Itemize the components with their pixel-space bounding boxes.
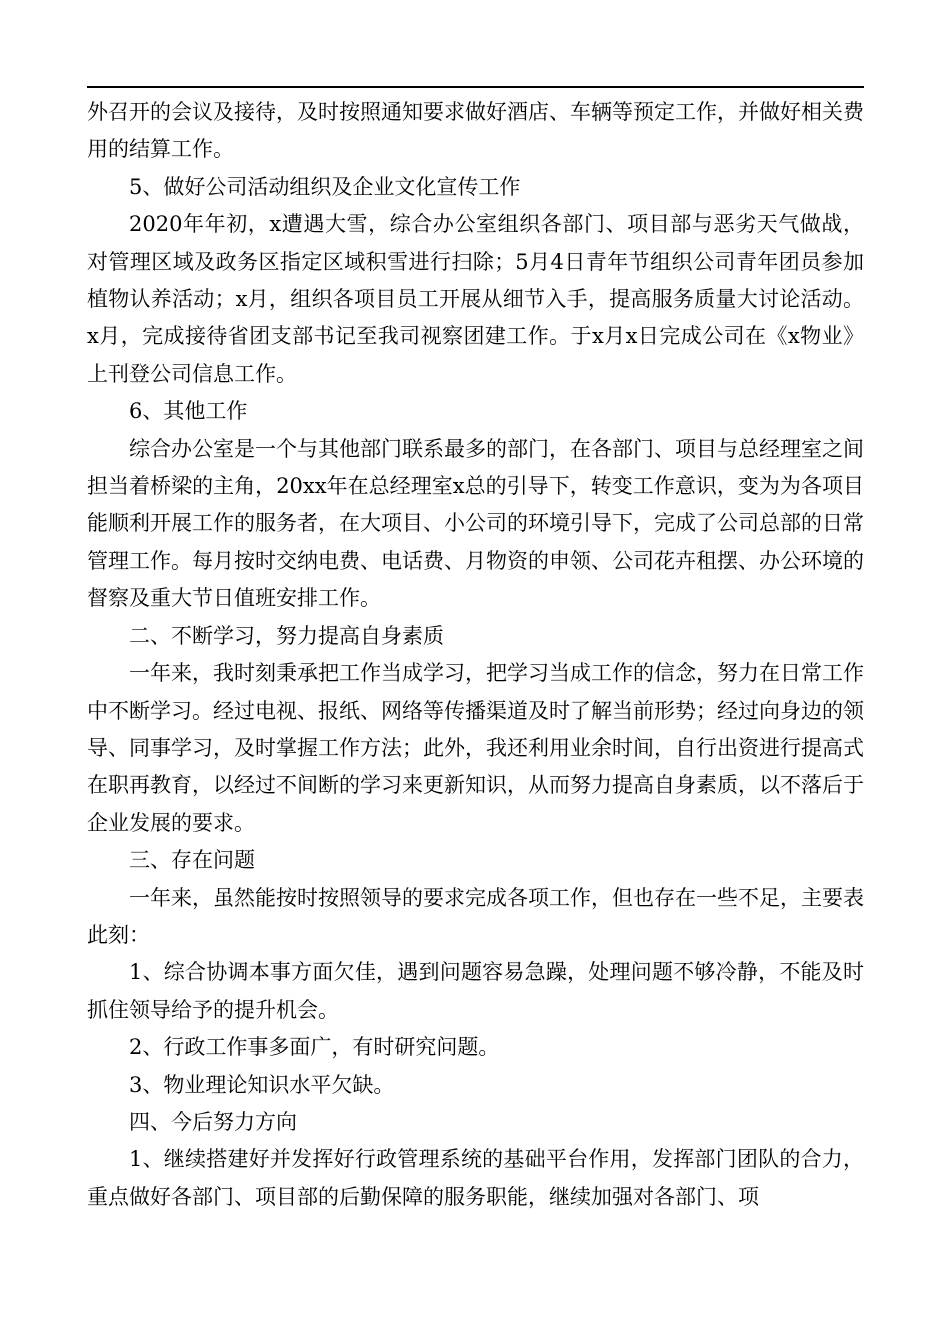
heading-item-5: 5、做好公司活动组织及企业文化宣传工作: [129, 174, 521, 199]
paragraph-continuation: 外召开的会议及接待，及时按照通知要求做好酒店、车辆等预定工作，并做好相关费用的结算工作。: [87, 100, 864, 162]
direction-item-1: 1、继续搭建好并发挥好行政管理系统的基础平台作用，发挥部门团队的合力，重点做好各部门、项目部的后勤保障的服务职能，继续加强对各部门、项: [87, 1147, 864, 1209]
document-body: [87, 94, 864, 1216]
section-heading-4: 四、今后努力方向: [129, 1109, 297, 1134]
section-heading-3: 三、存在问题: [129, 848, 255, 873]
paragraph-problems-intro: 一年来，虽然能按时按照领导的要求完成各项工作，但也存在一些不足，主要表此刻：: [87, 885, 864, 947]
problem-item-3: 3、物业理论知识水平欠缺。: [129, 1072, 395, 1097]
heading-item-6: 6、其他工作: [129, 399, 248, 424]
problem-item-2: 2、行政工作事多面广，有时研究问题。: [129, 1035, 500, 1060]
paragraph-activities: 2020年年初，x遭遇大雪，综合办公室组织各部门、项目部与恶劣天气做战，对管理区域及政务区指定区域积雪进行扫除；5月4日青年节组织公司青年团员参加植物认养活动；x月，组织各项目员工开展从细节入手，提高服务质量大讨论活动。x月，完成接待省团支部书记至我司视察团建工作。于x月x日完成公司在《x物业》上刊登公司信息工作。: [87, 212, 864, 386]
paragraph-other-work: 综合办公室是一个与其他部门联系最多的部门，在各部门、项目与总经理室之间担当着桥梁的主角，20xx年在总经理室x总的引导下，转变工作意识，变为为各项目能顺利开展工作的服务者，在大项目、小公司的环境引导下，完成了公司总部的日常管理工作。每月按时交纳电费、电话费、月物资的申领、公司花卉租摆、办公环境的督察及重大节日值班安排工作。: [87, 436, 864, 611]
header-rule: [87, 86, 864, 88]
paragraph-learning: 一年来，我时刻秉承把工作当成学习，把学习当成工作的信念，努力在日常工作中不断学习。经过电视、报纸、网络等传播渠道及时了解当前形势；经过向身边的领导、同事学习，及时掌握工作方法；此外，我还利用业余时间，自行出资进行提高式在职再教育，以经过不间断的学习来更新知识，从而努力提高自身素质，以不落后于企业发展的要求。: [87, 661, 864, 835]
problem-item-1: 1、综合协调本事方面欠佳，遇到问题容易急躁，处理问题不够冷静，不能及时抓住领导给予的提升机会。: [87, 960, 864, 1022]
section-heading-2: 二、不断学习，努力提高自身素质: [129, 623, 444, 648]
